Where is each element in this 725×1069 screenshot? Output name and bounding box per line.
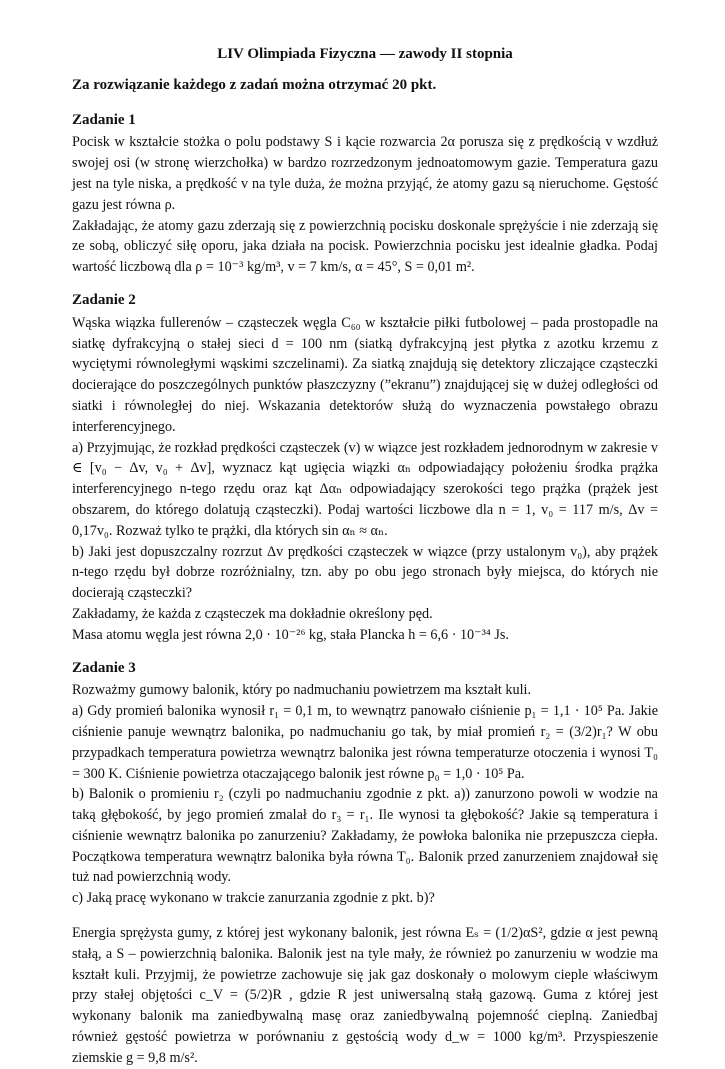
problem-3-paragraph-3: b) Balonik o promieniu r₂ (czyli po nadmuchaniu zgodnie z pkt. a)) zanurzono powoli w wodzie na taką głębokość, by jego promień zmalał do r₃ = r₁. Ile wynosi ta głębokość? Jakie są temperatura i ciśnienie wewnątrz balonika po zanurzeniu? Zakładamy, że powłoka balonika nie przepuszcza ciepła. Początkowa temperatura wewnątrz balonika była równa T₀. Balonik przed zanurzeniem znajdował się tuż nad powierzchnią wody. — [72, 786, 658, 886]
problem-2-paragraph-3: b) Jaki jest dopuszczalny rozrzut Δv prędkości cząsteczek w wiązce (przy ustalonym v₀), aby prążek n-tego rzędu był dobrze rozróżnialny, tzn. aby po obu jego stronach były miejsca, do których nie docierają cząsteczki? — [72, 543, 658, 602]
problem-3-paragraph-1: Rozważmy gumowy balonik, który po nadmuchaniu powietrzem ma kształt kuli. — [72, 682, 532, 699]
problem-3 — [72, 658, 658, 1069]
problem-2-paragraph-1: Wąska wiązka fullerenów – cząsteczek węgla C₆₀ w kształcie piłki futbolowej – pada prostopadle na siatkę dyfrakcyjną o stałej sieci d = 100 nm (siatką dyfrakcyjną jest płytka z azotku krzemu z wyciętymi równoległymi wąskimi szczelinami). Za siatką znajdują się detektory zliczające cząsteczki docierające do poszczególnych punktów płaszczyzny (”ekranu”) znajdującej się w dużej odległości od siatki i równoległej do niej. Wskazania detektorów służą do wyznaczenia powstałego obrazu interferencyjnego. — [72, 314, 658, 435]
problem-2-paragraph-2: a) Przyjmując, że rozkład prędkości cząsteczek (v) w wiązce jest rozkładem jednorodnym w zakresie v ∈ [v₀ − Δv, v₀ + Δv], wyznacz kąt ugięcia wiązki αₙ odpowiadający położeniu środka prążka interferencyjnego n-tego rzędu oraz kąt Δαₙ odpowiadający szerokości tego prążka (prążek jest obszarem, do którego dolatują cząsteczki). Podaj wartości liczbowe dla n = 1, v₀ = 117 m/s, Δv = 0,17v₀. Rozważ tylko te prążki, dla których sin αₙ ≈ αₙ. — [72, 439, 658, 539]
problem-2 — [72, 290, 658, 646]
problem-2-paragraph-4: Zakładamy, że każda z cząsteczek ma dokładnie określony pęd. — [72, 605, 433, 622]
problem-3-paragraph-4: c) Jaką pracę wykonano w trakcie zanurzania zgodnie z pkt. b)? — [72, 890, 435, 907]
problem-2-paragraph-5: Masa atomu węgla jest równa 2,0 · 10⁻²⁶ kg, stała Plancka h = 6,6 · 10⁻³⁴ Js. — [72, 626, 509, 643]
page-title: LIV Olimpiada Fizyczna — zawody II stopnia — [217, 46, 513, 62]
paper-page — [72, 44, 658, 1069]
problem-1-paragraph-1: Pocisk w kształcie stożka o polu podstawy S i kącie rozwarcia 2α porusza się z prędkością v wzdłuż swojej osi (w stronę wierzchołka) w bardzo rozrzedzonym jednoatomowym gazie. Temperatura gazu jest na tyle niska, a prędkość v na tyle duża, że można przyjąć, że atomy gazu są nieruchome. Gęstość gazu jest równa ρ. — [72, 134, 658, 213]
problem-1-heading: Zadanie 1 — [72, 111, 136, 128]
problem-3-paragraph-2: a) Gdy promień balonika wynosił r₁ = 0,1 m, to wewnątrz panowało ciśnienie p₁ = 1,1 · 10⁵ Pa. Jakie ciśnienie panuje wewnątrz balonika, po nadmuchaniu go tak, by miał promień r₂ = (3/2)r₁? W obu przypadkach temperatura powietrza wewnątrz balonika jest równa temperaturze otoczenia i wynosi T₀ = 300 K. Ciśnienie powietrza otaczającego balonik jest równe p₀ = 1,0 · 10⁵ Pa. — [72, 703, 658, 782]
problem-1-paragraph-2: Zakładając, że atomy gazu zderzają się z powierzchnią pocisku doskonale sprężyście i nie zderzają się ze sobą, obliczyć siłę oporu, jaka działa na pocisk. Powierzchnia pocisku jest idealnie gładka. Podaj wartość liczbową dla ρ = 10⁻³ kg/m³, v = 7 km/s, α = 45°, S = 0,01 m². — [72, 217, 658, 276]
problem-1 — [72, 110, 658, 278]
problem-3-heading: Zadanie 3 — [72, 659, 136, 676]
problem-3-paragraph-5: Energia sprężysta gumy, z której jest wykonany balonik, jest równa Eₛ = (1/2)αS², gdzie α jest pewną stałą, a S – powierzchnią balonika. Balonik jest na tyle mały, że również po zanurzeniu w wodzie ma kształt kuli. Przyjmij, że powietrze zachowuje się jak gaz doskonały o molowym cieple właściwym przy stałej objętości c_V = (5/2)R , gdzie R jest uniwersalną stałą gazową. Guma z której jest wykonany balonik ma zaniedbywalną masę oraz zaniedbywalną pojemność cieplną. Zaniedbaj również gęstość powietrza w porównaniu z gęstością wody d_w = 1000 kg/m³. Przyspieszenie ziemskie g = 9,8 m/s². — [72, 925, 658, 1066]
problem-2-heading: Zadanie 2 — [72, 291, 136, 308]
page-subtitle: Za rozwiązanie każdego z zadań można otrzymać 20 pkt. — [72, 76, 437, 93]
